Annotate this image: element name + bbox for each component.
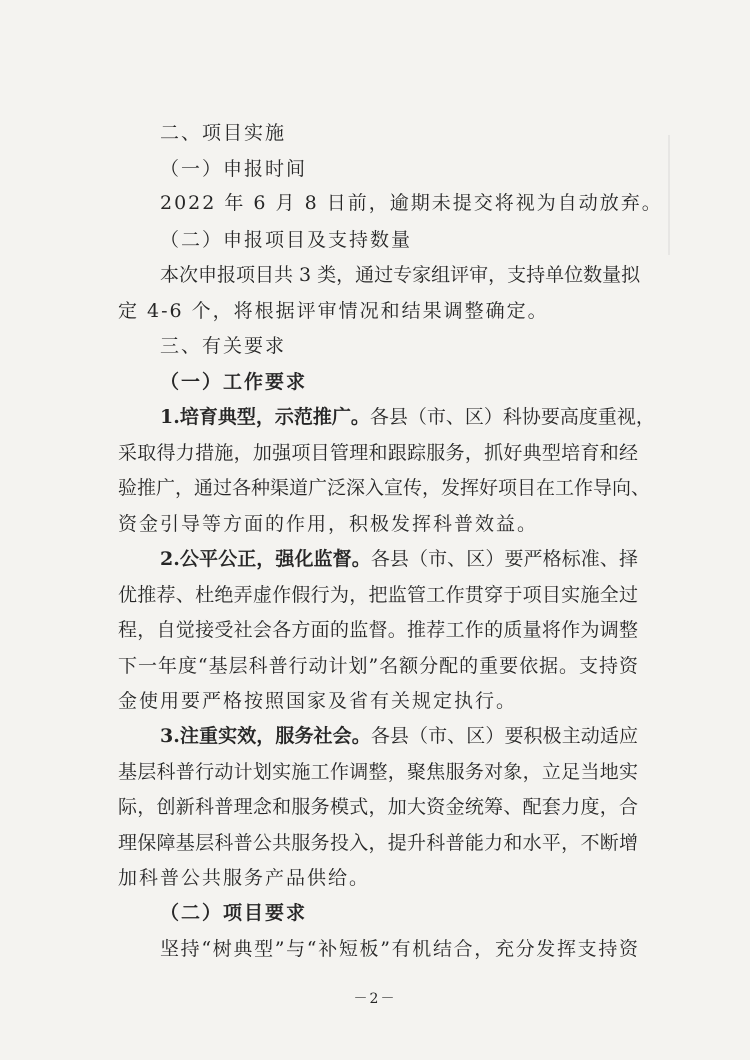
paragraph-line (160, 404, 655, 430)
paragraph-line: 加科普公共服务产品供给。 (118, 867, 371, 889)
section-heading: 二、项目实施 (160, 122, 287, 144)
paragraph-line: 程，自觉接受社会各方面的监督。推荐工作的质量将作为调整 (118, 619, 638, 641)
paragraph-line: 2022 年 6 月 8 日前，逾期未提交将视为自动放弃。 (160, 192, 663, 214)
item-title: 3.注重实效，服务社会。 (160, 725, 371, 747)
item-text: 各县（市、区）科协要高度重视， (369, 406, 655, 428)
paragraph-line: 金使用要严格按照国家及省有关规定执行。 (118, 690, 518, 712)
subsection-heading: （一）申报时间 (160, 158, 308, 180)
paragraph-line: 坚持“树典型”与“补短板”有机结合，充分发挥支持资 (160, 938, 638, 960)
paragraph-line: 理保障基层科普公共服务投入，提升科普能力和水平，不断增 (118, 832, 638, 854)
page-number: －2－ (353, 991, 397, 1007)
subsection-heading: （二）项目要求 (160, 902, 308, 924)
paragraph-line: 定 4-6 个，将根据评审情况和结果调整确定。 (118, 300, 549, 322)
item-title: 1.培育典型，示范推广。 (160, 406, 370, 428)
subsection-heading: （一）工作要求 (160, 371, 308, 393)
paragraph-line: 际，创新科普理念和服务模式，加大资金统筹、配套力度，合 (118, 796, 638, 818)
bleed-through-mark (668, 135, 740, 255)
paragraph-line: 优推荐、杜绝弄虚作假行为，把监管工作贯穿于项目实施全过 (118, 584, 638, 606)
paragraph-line: 基层科普行动计划实施工作调整，聚焦服务对象，立足当地实 (118, 761, 638, 783)
item-title: 2.公平公正，强化监督。 (160, 548, 371, 570)
paragraph-line: 下一年度“基层科普行动计划”名额分配的重要依据。支持资 (118, 655, 638, 677)
paragraph-line: 采取得力措施，加强项目管理和跟踪服务，抓好典型培育和经 (118, 442, 638, 464)
section-heading: 三、有关要求 (160, 335, 287, 357)
paragraph-line (160, 546, 638, 572)
paragraph-line: 验推广，通过各种渠道广泛深入宣传，发挥好项目在工作导向、 (118, 477, 651, 499)
item-text: 各县（市、区）要严格标准、择 (370, 548, 638, 570)
paragraph-line: 资金引导等方面的作用，积极发挥科普效益。 (118, 513, 539, 535)
paragraph-line: 本次申报项目共 3 类，通过专家组评审，支持单位数量拟 (160, 264, 641, 286)
subsection-heading: （二）申报项目及支持数量 (160, 229, 413, 251)
item-text: 各县（市、区）要积极主动适应 (370, 725, 638, 747)
paragraph-line (160, 723, 638, 749)
